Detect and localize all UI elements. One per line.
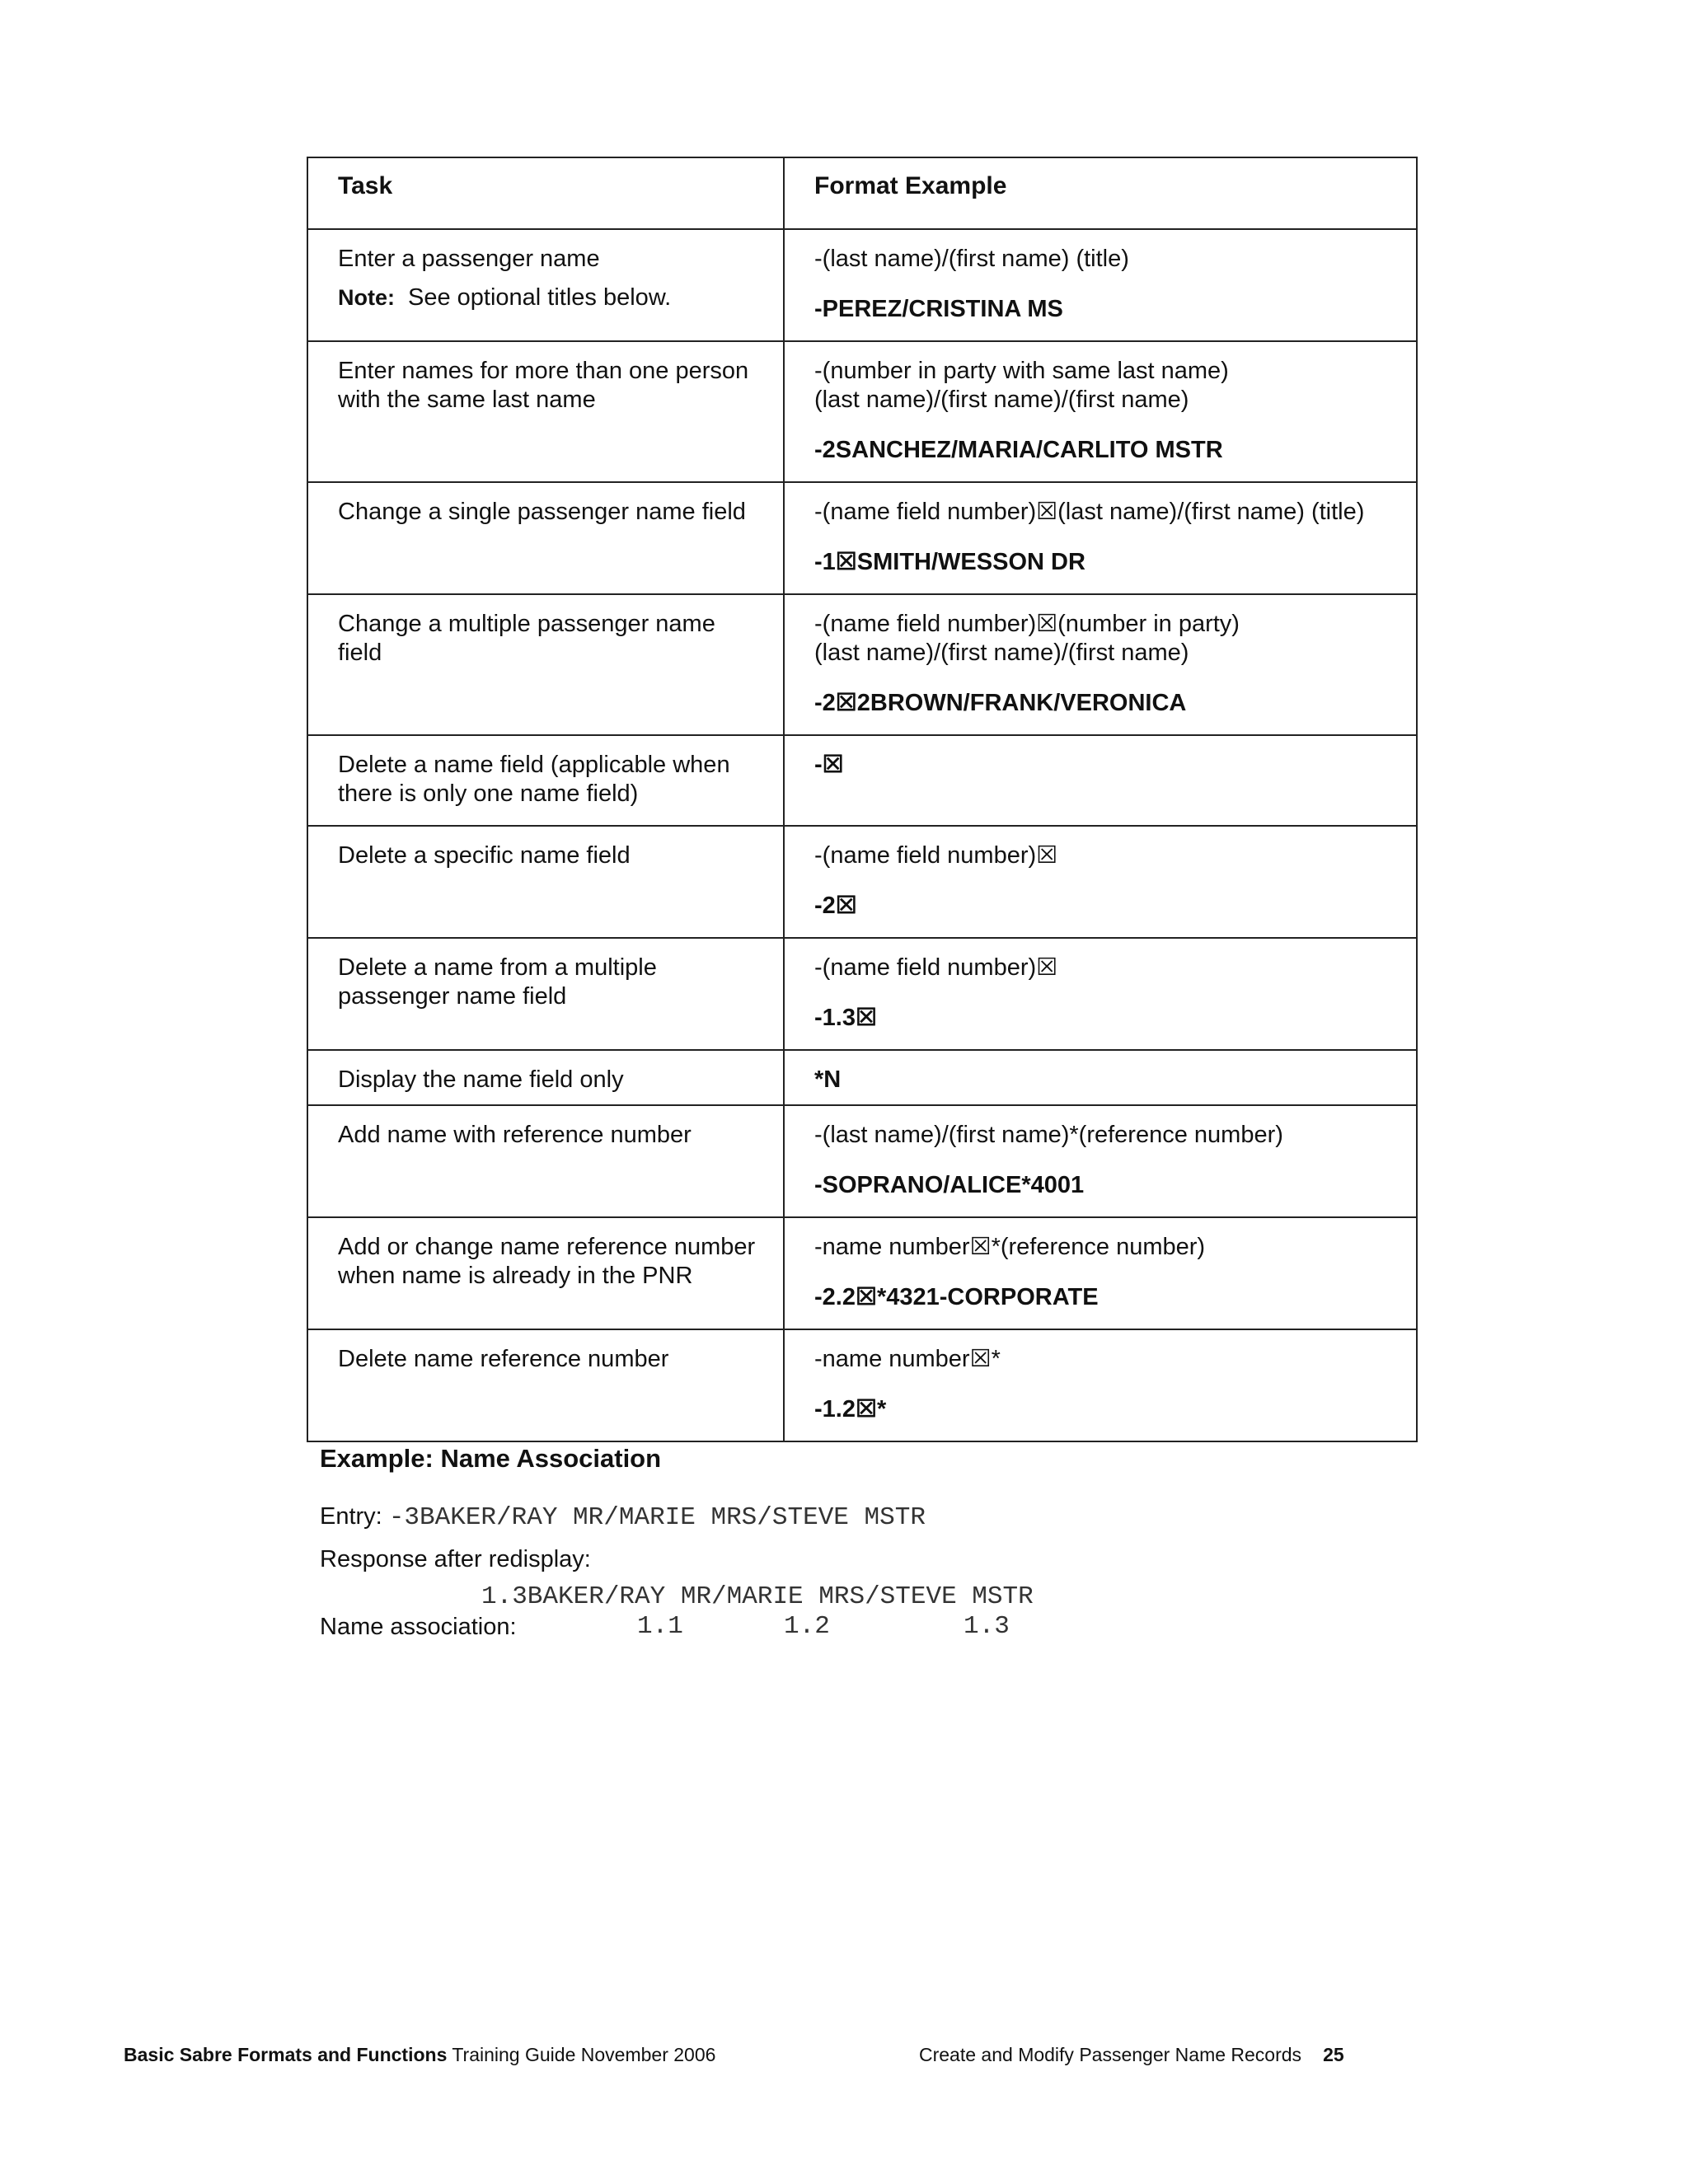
table-row xyxy=(307,1050,1417,1105)
footer-right xyxy=(919,2044,1344,2066)
task-text: Add or change name reference number when name is already in the PNR xyxy=(338,1234,762,1289)
format-example: *N xyxy=(814,1066,842,1093)
task-cell xyxy=(307,1329,784,1441)
footer-chapter: Create and Modify Passenger Name Records xyxy=(919,2044,1302,2065)
format-example: -2.2☒*4321-CORPORATE xyxy=(814,1284,1099,1310)
assoc-value: 1.2 xyxy=(784,1612,830,1641)
task-text: Change a single passenger name field xyxy=(338,499,746,525)
assoc-value: 1.1 xyxy=(637,1612,683,1641)
format-example: -2☒2BROWN/FRANK/VERONICA xyxy=(814,690,1187,716)
task-cell xyxy=(307,938,784,1050)
redisplay-value: 1.3BAKER/RAY MR/MARIE MRS/STEVE MSTR xyxy=(481,1582,1034,1611)
format-cell xyxy=(784,826,1417,938)
task-text: Delete a name from a multiple passenger name field xyxy=(338,954,663,1010)
task-cell xyxy=(307,735,784,826)
footer-book-subtitle: Training Guide November 2006 xyxy=(452,2044,716,2065)
format-example: -☒ xyxy=(814,752,844,778)
section-title: Example: Name Association xyxy=(320,1444,662,1473)
note-text: See optional titles below. xyxy=(408,284,672,311)
format-example: -2SANCHEZ/MARIA/CARLITO MSTR xyxy=(814,437,1223,463)
task-cell xyxy=(307,826,784,938)
task-cell xyxy=(307,482,784,594)
table-row xyxy=(307,735,1417,826)
entry-label: Entry: xyxy=(320,1503,382,1530)
table-row xyxy=(307,1217,1417,1329)
format-text: -(last name)/(first name)*(reference number) xyxy=(814,1122,1283,1148)
task-text: Delete a specific name field xyxy=(338,842,631,869)
response-label: Response after redisplay: xyxy=(320,1546,591,1572)
format-text: -(name field number)☒ xyxy=(814,842,1058,869)
format-cell xyxy=(784,482,1417,594)
footer-book-title: Basic Sabre Formats and Functions xyxy=(124,2044,448,2065)
format-example: -2☒ xyxy=(814,893,857,919)
note-label: Note: xyxy=(338,285,395,310)
table-row xyxy=(307,229,1417,341)
format-table xyxy=(307,157,1418,1442)
name-association-section xyxy=(320,1444,1391,1642)
assoc-value: 1.3 xyxy=(964,1612,1010,1641)
format-example: -1.2☒* xyxy=(814,1396,887,1422)
format-cell xyxy=(784,341,1417,482)
page-number: 25 xyxy=(1323,2044,1344,2065)
table-row xyxy=(307,1329,1417,1441)
header-task: Task xyxy=(307,157,784,229)
format-cell xyxy=(784,1329,1417,1441)
task-text: Enter names for more than one person with the same last name xyxy=(338,358,756,413)
format-example: -SOPRANO/ALICE*4001 xyxy=(814,1172,1085,1198)
table-header-row xyxy=(307,157,1417,229)
entry-value: -3BAKER/RAY MR/MARIE MRS/STEVE MSTR xyxy=(388,1503,926,1532)
format-cell xyxy=(784,594,1417,735)
format-example: -1.3☒ xyxy=(814,1005,877,1031)
task-cell xyxy=(307,1050,784,1105)
footer-left xyxy=(124,2044,919,2066)
task-text: Display the name field only xyxy=(338,1066,624,1093)
format-text: -name number☒*(reference number) xyxy=(814,1234,1206,1260)
format-example: -PEREZ/CRISTINA MS xyxy=(814,296,1063,322)
page-footer xyxy=(124,2044,1442,2066)
header-format-example: Format Example xyxy=(784,157,1417,229)
format-text: -(last name)/(first name) (title) xyxy=(814,246,1129,272)
name-association-row xyxy=(320,1612,1391,1642)
format-cell xyxy=(784,735,1417,826)
format-text: -(name field number)☒ xyxy=(814,954,1058,981)
entry-row xyxy=(320,1502,1391,1533)
table-row xyxy=(307,341,1417,482)
table-row xyxy=(307,594,1417,735)
task-cell xyxy=(307,229,784,341)
task-text: Delete name reference number xyxy=(338,1346,669,1372)
task-cell xyxy=(307,341,784,482)
format-cell xyxy=(784,229,1417,341)
table-row xyxy=(307,938,1417,1050)
format-cell xyxy=(784,1050,1417,1105)
task-text: Enter a passenger name xyxy=(338,246,600,272)
format-cell xyxy=(784,1105,1417,1217)
task-cell xyxy=(307,1217,784,1329)
table-row xyxy=(307,482,1417,594)
format-cell xyxy=(784,1217,1417,1329)
format-text: -(name field number)☒(number in party) (last name)/(first name)/(first name) xyxy=(814,611,1240,666)
format-text: -(number in party with same last name) (last name)/(first name)/(first name) xyxy=(814,358,1229,413)
task-cell xyxy=(307,594,784,735)
task-text: Add name with reference number xyxy=(338,1122,692,1148)
table-row xyxy=(307,826,1417,938)
format-cell xyxy=(784,938,1417,1050)
format-example: -1☒SMITH/WESSON DR xyxy=(814,549,1085,575)
assoc-label: Name association: xyxy=(320,1614,517,1640)
task-text: Delete a name field (applicable when there is only one name field) xyxy=(338,752,737,807)
format-text: -name number☒* xyxy=(814,1346,1001,1372)
format-text: -(name field number)☒(last name)/(first name) (title) xyxy=(814,499,1365,525)
note xyxy=(338,284,765,312)
task-text: Change a multiple passenger name field xyxy=(338,611,722,666)
table-row xyxy=(307,1105,1417,1217)
task-cell xyxy=(307,1105,784,1217)
